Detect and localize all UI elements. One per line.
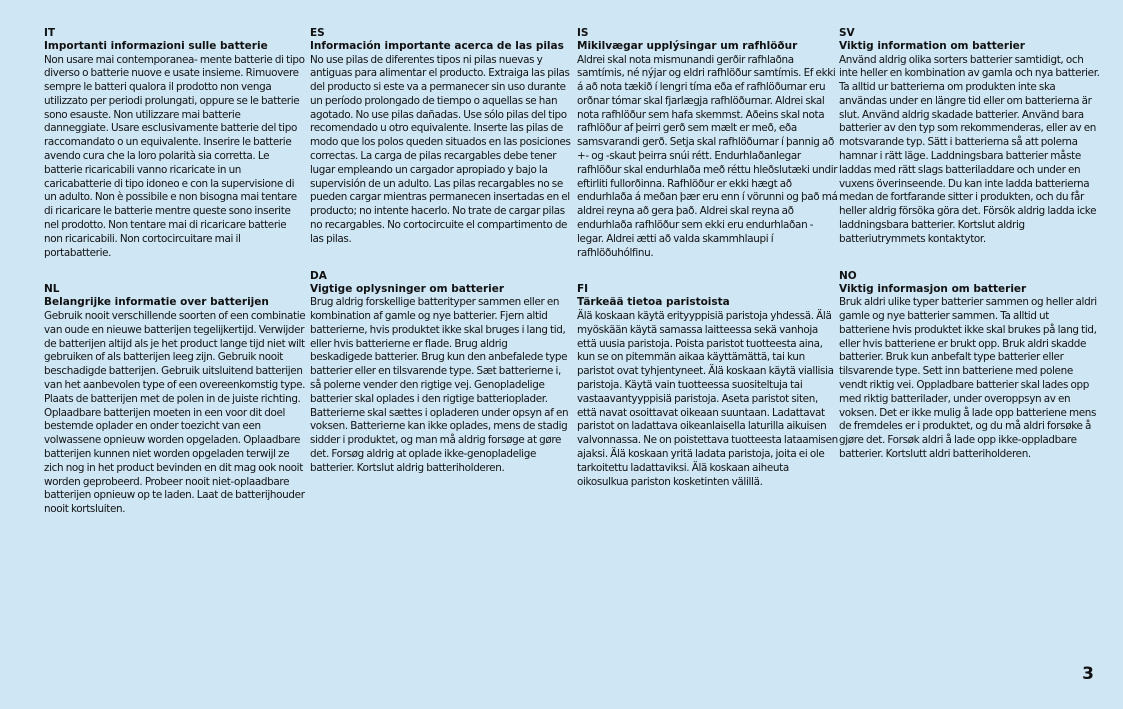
section-heading: Tärkeää tietoa paristoista xyxy=(577,296,730,309)
section-body: Aldrei skal nota mismunandi gerðir rafhlaðna samtímis, né nýjar og eldri rafhlöður samtímis. Ef ekki á að nota tækið í lengri tíma eða ef rafhlöðurnar eru orðnar tómar skal fjarlægja rafhlöðurnar. Aldrei skal nota rafhlöður sem hafa skemmst. Aðeins skal nota rafhlöður af þeirri gerð sem mælt er með, eða samsvarandi gerð. Setja skal rafhlöðurnar í þannig að +- og -skaut þeirra snúi rétt. Endurhlaðanlegar rafhlöður skal endurhlaða með réttu hleðslutæki undir eftirliti fullorðinna. Rafhlöður er ekki hægt að endurhlaða á meðan þær eru enn í vörunni og það má aldrei reyna að gera það. Aldrei skal reyna að endurhlaða rafhlöður sem ekki eru endurhlaðan -legar. Aldrei ætti að valda skammhlaupi í rafhlöðuhólfinu. xyxy=(577,53,838,259)
section-heading: Belangrijke informatie over batterijen xyxy=(44,296,269,309)
section-heading: Mikilvægar upplýsingar um rafhlöður xyxy=(577,40,798,52)
section-is xyxy=(577,27,839,260)
section-heading: Vigtige oplysninger om batterier xyxy=(310,282,505,295)
column-1 xyxy=(44,27,306,540)
section-no xyxy=(839,270,1101,462)
section-it xyxy=(44,27,306,260)
section-body: No use pilas de diferentes tipos ni pilas nuevas y antiguas para alimentar el producto. Extraiga las pilas del producto si este va a permanecer sin uso durante un período prolongado de tiempo o aquellas se han agotado. No use pilas dañadas. Use sólo pilas del tipo recomendado u otro equivalente. Inserte las pilas de modo que los polos queden situados en las posiciones correctas. La carga de pilas recargables debe tener lugar empleando un cargador apropiado y bajo la supervisión de un adulto. Las pilas recargables no se pueden cargar mientras permanecen insertadas en el producto; no intente hacerlo. No trate de cargar pilas no recargables. No cortocircuite el compartimento de las pilas. xyxy=(310,53,571,245)
section-heading: Información importante acerca de las pilas xyxy=(310,40,564,52)
language-code: IT xyxy=(44,27,56,39)
section-sv xyxy=(839,27,1101,247)
page-number: 3 xyxy=(1082,664,1094,684)
column-3 xyxy=(577,27,839,512)
language-code: DA xyxy=(310,269,327,282)
section-body: Bruk aldri ulike typer batterier sammen og heller aldri gamle og nye batterier sammen. Ta alltid ut batteriene hvis produktet ikke skal brukes på lang tid, eller hvis batteriene er brukt opp. Bruk aldri skadde batterier. Bruk kun anbefalt type batterier eller tilsvarende type. Sett inn batteriene med polene vendt riktig vei. Oppladbare batterier skal lades opp med riktig batterilader, under overoppsyn av en voksen. Det er ikke mulig å lade opp batteriene mens de fremdeles er i produktet, og du må aldri forsøke å gjøre det. Forsøk aldri å lade opp ikke-oppladbare batterier. Kortslutt aldri batteriholderen. xyxy=(839,296,1097,460)
language-code: ES xyxy=(310,27,325,39)
section-body: Använd aldrig olika sorters batterier samtidigt, och inte heller en kombination av gamla och nya batterier. Ta alltid ur batterierna om produkten inte ska användas under en längre tid eller om batterierna är slut. Använd aldrig skadade batterier. Använd bara batterier av den typ som rekommenderas, eller av en motsvarande typ. Sätt i batterierna så att polerna hamnar i rätt läge. Laddningsbara batterier måste laddas med rätt slags batteriladdare och under en vuxens överinseende. Du kan inte ladda batterierna medan de fortfarande sitter i produkten, och du får heller aldrig försöka göra det. Försök aldrig ladda icke laddningsbara batterier. Kortslut aldrig batteriutrymmets kontaktytor. xyxy=(839,53,1100,245)
column-4 xyxy=(839,27,1101,485)
section-es xyxy=(310,27,572,247)
section-body: Älä koskaan käytä erityyppisiä paristoja yhdessä. Älä myöskään käytä samassa laitteessa sekä vanhoja että uusia paristoja. Poista paristot tuotteesta aina, kun se on pitemmän aikaa käyttämättä, tai kun paristot ovat tyhjentyneet. Älä koskaan käytä viallisia paristoja. Käytä vain tuotteessa suositeltuja tai vastaavantyyppisiä paristoja. Aseta paristot siten, että navat osoittavat oikeaan suuntaan. Ladattavat paristot on ladattava oikeanlaisella laturilla aikuisen valvonnassa. Ne on poistettava tuotteesta lataamisen ajaksi. Älä koskaan yritä ladata paristoja, joita ei ole tarkoitettu ladattaviksi. Älä koskaan aiheuta oikosulkua pariston kosketinten välillä. xyxy=(577,309,838,488)
language-code: FI xyxy=(577,283,589,296)
section-nl xyxy=(44,283,306,516)
section-body: Non usare mai contemporanea- mente batterie di tipo diverso o batterie nuove e usate insieme. Rimuovere sempre le batteri qualora il prodotto non venga utilizzato per periodi prolungati, oppure se le batterie sono esauste. Non utilizzare mai batterie danneggiate. Usare esclusivamente batterie del tipo raccomandato o un equivalente. Inserire le batterie avendo cura che la loro polarità sia corretta. Le batterie ricaricabili vanno ricaricate in un caricabatterie di tipo idoneo e con la supervisione di un adulto. Non è possibile e non bisogna mai tentare di ricaricare le batterie mentre queste sono inserite nel prodotto. Non tentare mai di ricaricare batterie non ricaricabili. Non cortocircuitare mai il portabatterie. xyxy=(44,53,305,259)
section-fi xyxy=(577,283,839,489)
language-code: SV xyxy=(839,27,855,39)
section-body: Gebruik nooit verschillende soorten of een combinatie van oude en nieuwe batterijen tegelijkertijd. Verwijder de batterijen altijd als je het product lange tijd niet wilt gebruiken of als batterijen leeg zijn. Gebruik nooit beschadigde batterijen. Gebruik uitsluitend batterijen van het aanbevolen type of een overeenkomstig type. Plaats de batterijen met de polen in de juiste richting. Oplaadbare batterijen moeten in een voor dit doel bestemde oplader en onder toezicht van een volwassene opnieuw worden opgeladen. Oplaadbare batterijen kunnen niet worden opgeladen terwijl ze zich nog in het product bevinden en dit mag ook nooit worden geprobeerd. Probeer nooit niet-oplaadbare batterijen opnieuw op te laden. Laat de batterijhouder nooit kortsluiten. xyxy=(44,309,306,516)
section-heading: Viktig informasjon om batterier xyxy=(839,282,1027,295)
language-code: NL xyxy=(44,283,60,296)
section-heading: Importanti informazioni sulle batterie xyxy=(44,40,268,52)
language-code: NO xyxy=(839,269,857,282)
section-body: Brug aldrig forskellige batterityper sammen eller en kombination af gamle og nye batterier. Fjern altid batterierne, hvis produktet ikke skal bruges i lang tid, eller hvis batterierne er flade. Brug aldrig beskadigede batterier. Brug kun den anbefalede type batterier eller en tilsvarende type. Sæt batterierne i, så polerne vender den rigtige vej. Genopladelige batterier skal oplades i den rigtige batterioplader. Batterierne skal sættes i opladeren under opsyn af en voksen. Batterierne kan ikke oplades, mens de stadig sidder i produktet, og man må aldrig forsøge at gøre det. Forsøg aldrig at oplade ikke-genopladelige batterier. Kortslut aldrig batteriholderen. xyxy=(310,296,569,474)
column-2 xyxy=(310,27,572,499)
language-code: IS xyxy=(577,27,589,39)
section-da xyxy=(310,270,572,476)
section-heading: Viktig information om batterier xyxy=(839,40,1025,52)
